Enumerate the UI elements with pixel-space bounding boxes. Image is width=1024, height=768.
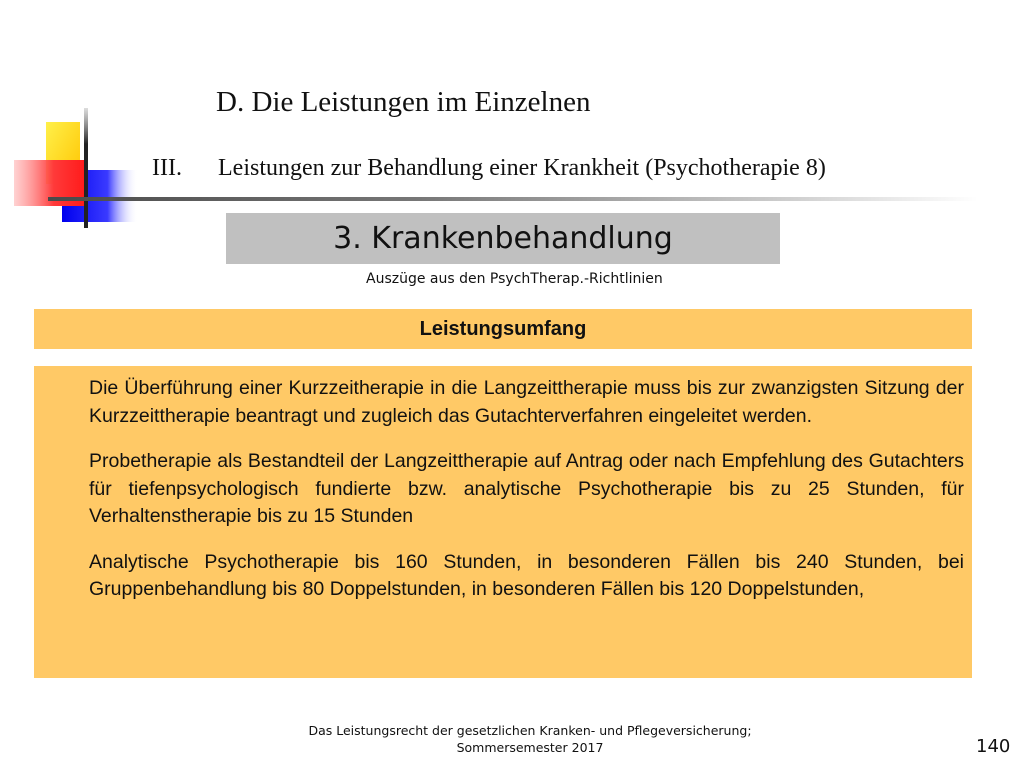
- section-note: Auszüge aus den PsychTherap.-Richtlinien: [366, 271, 663, 287]
- section-title: 3. Krankenbehandlung: [333, 221, 673, 256]
- footer-line-2: Sommersemester 2017: [456, 740, 604, 755]
- subtitle-text: Leistungen zur Behandlung einer Krankheit (Psychotherapie 8): [218, 155, 826, 181]
- header-divider-line: [48, 197, 978, 201]
- paragraph-trial-therapy: Probetherapie als Bestandteil der Langzeittherapie auf Antrag oder nach Empfehlung des Gutachters für tiefenpsychologisch fundierte bzw. analytische Psychotherapie bis zu 25 Stunden, für Verhaltenstherapie bis zu 15 Stunden: [89, 450, 964, 527]
- page-number: 140: [976, 736, 1011, 757]
- footer-line-1: Das Leistungsrecht der gesetzlichen Kranken- und Pflegeversicherung;: [308, 723, 752, 738]
- scope-heading: Leistungsumfang: [419, 317, 587, 340]
- scope-content-box: [34, 366, 972, 678]
- paragraph-transfer: Die Überführung einer Kurzzeitherapie in die Langzeittherapie muss bis zur zwanzigsten Sitzung der Kurzzeittherapie beantragt und zugleich das Gutachterverfahren eingeleitet werden.: [89, 377, 964, 427]
- subtitle-number: III.: [152, 155, 182, 181]
- footer: [250, 722, 810, 756]
- scope-heading-bar: [34, 309, 972, 349]
- slide-logo-icon: [0, 0, 160, 240]
- section-title-box: [226, 213, 780, 264]
- page-title: D. Die Leistungen im Einzelnen: [216, 86, 591, 118]
- paragraph-analytic-limits: Analytische Psychotherapie bis 160 Stunden, in besonderen Fällen bis 240 Stunden, bei Gruppenbehandlung bis 80 Doppelstunden, in besonderen Fällen bis 120 Doppelstunden,: [89, 550, 964, 600]
